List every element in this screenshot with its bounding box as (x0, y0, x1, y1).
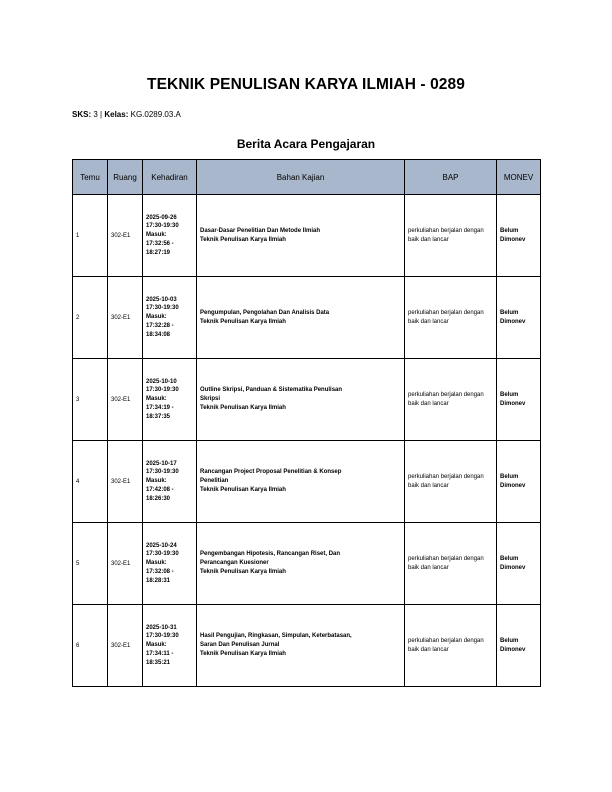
cell-temu (73, 523, 108, 605)
bap-text: perkuliahan berjalan dengan baik dan lancar (408, 473, 484, 489)
cell-ruang (108, 195, 143, 277)
ruang-value: 302-E1 (111, 232, 131, 239)
kehadiran-in-time: 17:32:28 - (146, 322, 174, 329)
kehadiran-in-time: 17:42:08 - (146, 486, 174, 493)
table-row (73, 523, 541, 605)
table-row (73, 195, 541, 277)
bahan-topic: Outline Skripsi, Panduan & Sistematika Penulisan (200, 387, 343, 394)
monev-status: Belum Dimonev (500, 391, 526, 407)
sks-value: 3 (93, 110, 98, 119)
kehadiran-masuk-label: Masuk: (146, 396, 167, 403)
monev-status: Belum Dimonev (500, 473, 526, 489)
header-monev: MONEV (497, 160, 541, 195)
teaching-report-table (72, 159, 541, 687)
table-header-row (73, 160, 541, 195)
kehadiran-schedule: 17:30-19:30 (146, 305, 179, 312)
kehadiran-date: 2025-10-03 (146, 296, 177, 303)
cell-bap (405, 523, 497, 605)
cell-ruang (108, 277, 143, 359)
sks-label: SKS: (72, 110, 92, 119)
ruang-value: 302-E1 (111, 560, 131, 567)
cell-monev (497, 277, 541, 359)
kehadiran-schedule: 17:30-19:30 (146, 387, 179, 394)
kehadiran-masuk-label: Masuk: (146, 642, 167, 649)
course-meta (72, 110, 181, 119)
ruang-value: 302-E1 (111, 642, 131, 649)
kelas-label: Kelas: (104, 110, 129, 119)
header-kehadiran: Kehadiran (143, 160, 197, 195)
cell-bahan-kajian (197, 195, 405, 277)
cell-ruang (108, 441, 143, 523)
bahan-course: Teknik Penulisan Karya Ilmiah (200, 568, 286, 575)
ruang-value: 302-E1 (111, 478, 131, 485)
kehadiran-date: 2025-10-10 (146, 378, 177, 385)
bahan-topic: Pengumpulan, Pengolahan Dan Analisis Data (200, 309, 330, 316)
cell-temu (73, 359, 108, 441)
cell-temu (73, 605, 108, 687)
bap-text: perkuliahan berjalan dengan baik dan lancar (408, 391, 484, 407)
cell-bahan-kajian (197, 605, 405, 687)
kehadiran-schedule: 17:30-19:30 (146, 223, 179, 230)
temu-value: 2 (76, 314, 80, 321)
kehadiran-in-time: 17:32:56 - (146, 240, 174, 247)
kehadiran-masuk-label: Masuk: (146, 232, 167, 239)
bahan-topic-cont: Skripsi (200, 396, 221, 403)
header-bahan-kajian: Bahan Kajian (197, 160, 405, 195)
bap-text: perkuliahan berjalan dengan baik dan lancar (408, 309, 484, 325)
temu-value: 5 (76, 560, 80, 567)
bahan-course: Teknik Penulisan Karya Ilmiah (200, 486, 286, 493)
cell-temu (73, 277, 108, 359)
bap-text: perkuliahan berjalan dengan baik dan lancar (408, 555, 484, 571)
kehadiran-schedule: 17:30-19:30 (146, 469, 179, 476)
cell-ruang (108, 359, 143, 441)
cell-kehadiran (143, 195, 197, 277)
kehadiran-out-time: 18:27:19 (146, 249, 171, 256)
monev-status: Belum Dimonev (500, 637, 526, 653)
kehadiran-out-time: 18:26:30 (146, 495, 171, 502)
header-bap: BAP (405, 160, 497, 195)
cell-temu (73, 195, 108, 277)
ruang-value: 302-E1 (111, 314, 131, 321)
table-row (73, 605, 541, 687)
cell-bap (405, 441, 497, 523)
cell-monev (497, 523, 541, 605)
cell-bahan-kajian (197, 523, 405, 605)
bap-text: perkuliahan berjalan dengan baik dan lancar (408, 637, 484, 653)
table-row (73, 277, 541, 359)
cell-ruang (108, 523, 143, 605)
cell-bap (405, 359, 497, 441)
header-ruang: Ruang (108, 160, 143, 195)
temu-value: 6 (76, 642, 80, 649)
monev-status: Belum Dimonev (500, 555, 526, 571)
kehadiran-schedule: 17:30-19:30 (146, 633, 179, 640)
table-row (73, 359, 541, 441)
bahan-topic: Dasar-Dasar Penelitian Dan Metode Ilmiah (200, 227, 321, 234)
cell-bap (405, 195, 497, 277)
kehadiran-out-time: 18:35:21 (146, 659, 171, 666)
bahan-topic-cont: Perancangan Kuesioner (200, 560, 269, 567)
monev-status: Belum Dimonev (500, 309, 526, 325)
section-title: Berita Acara Pengajaran (236, 137, 376, 151)
temu-value: 4 (76, 478, 80, 485)
cell-temu (73, 441, 108, 523)
ruang-value: 302-E1 (111, 396, 131, 403)
monev-status: Belum Dimonev (500, 227, 526, 243)
kehadiran-schedule: 17:30-19:30 (146, 551, 179, 558)
temu-value: 1 (76, 232, 80, 239)
cell-bap (405, 277, 497, 359)
kehadiran-date: 2025-10-24 (146, 542, 177, 549)
bahan-course: Teknik Penulisan Karya Ilmiah (200, 404, 286, 411)
temu-value: 3 (76, 396, 80, 403)
table-row (73, 441, 541, 523)
cell-monev (497, 195, 541, 277)
kehadiran-out-time: 18:37:35 (146, 413, 171, 420)
kelas-value: KG.0289.03.A (130, 110, 181, 119)
bahan-course: Teknik Penulisan Karya Ilmiah (200, 318, 286, 325)
cell-bap (405, 605, 497, 687)
kehadiran-masuk-label: Masuk: (146, 314, 167, 321)
cell-kehadiran (143, 441, 197, 523)
bahan-topic: Pengembangan Hipotesis, Rancangan Riset, Dan (200, 551, 341, 558)
cell-kehadiran (143, 359, 197, 441)
cell-monev (497, 605, 541, 687)
kehadiran-date: 2025-10-17 (146, 460, 177, 467)
kehadiran-out-time: 18:28:31 (146, 577, 171, 584)
cell-bahan-kajian (197, 359, 405, 441)
bahan-topic-cont: Saran Dan Penulisan Jurnal (200, 642, 280, 649)
cell-kehadiran (143, 277, 197, 359)
kehadiran-in-time: 17:34:11 - (146, 650, 174, 657)
kehadiran-masuk-label: Masuk: (146, 560, 167, 567)
bap-text: perkuliahan berjalan dengan baik dan lancar (408, 227, 484, 243)
cell-monev (497, 359, 541, 441)
cell-kehadiran (143, 605, 197, 687)
bahan-course: Teknik Penulisan Karya Ilmiah (200, 650, 286, 657)
page-title: TEKNIK PENULISAN KARYA ILMIAH - 0289 (147, 76, 465, 93)
bahan-topic-cont: Penelitian (200, 478, 229, 485)
kehadiran-date: 2025-10-31 (146, 624, 177, 631)
bahan-course: Teknik Penulisan Karya Ilmiah (200, 236, 286, 243)
meta-separator: | (100, 110, 103, 119)
cell-bahan-kajian (197, 441, 405, 523)
bahan-topic: Hasil Pengujian, Ringkasan, Simpulan, Keterbatasan, (200, 633, 352, 640)
kehadiran-date: 2025-09-26 (146, 214, 177, 221)
bahan-topic: Rancangan Project Proposal Penelitian & Konsep (200, 469, 342, 476)
cell-ruang (108, 605, 143, 687)
kehadiran-out-time: 18:34:08 (146, 331, 171, 338)
kehadiran-in-time: 17:34:19 - (146, 404, 174, 411)
cell-kehadiran (143, 523, 197, 605)
kehadiran-masuk-label: Masuk: (146, 478, 167, 485)
kehadiran-in-time: 17:32:08 - (146, 568, 174, 575)
cell-bahan-kajian (197, 277, 405, 359)
header-temu: Temu (73, 160, 108, 195)
cell-monev (497, 441, 541, 523)
